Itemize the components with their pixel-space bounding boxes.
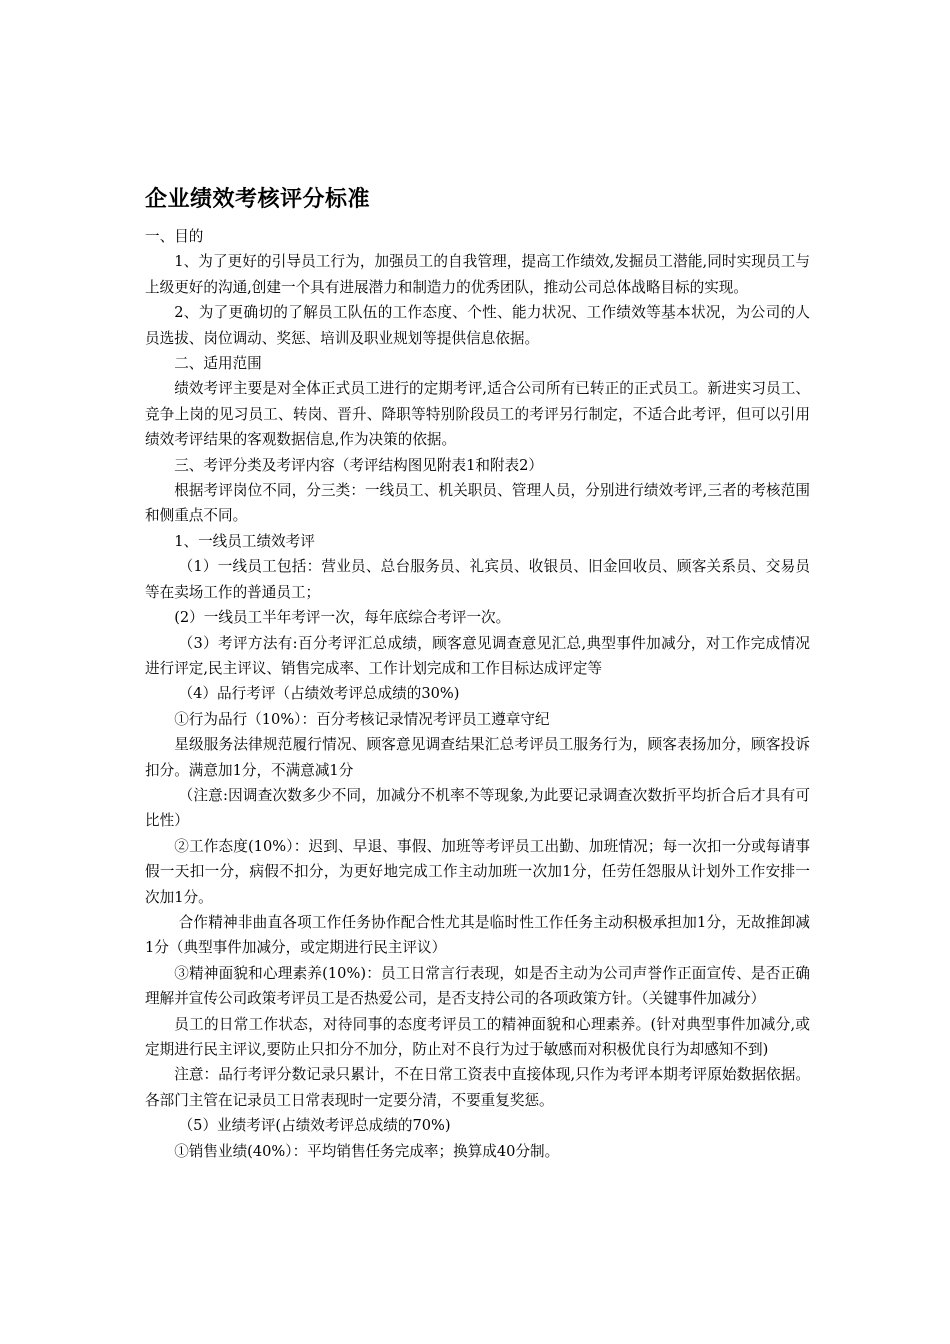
paragraph: (2）一线员工半年考评一次，每年底综合考评一次。 (174, 609, 511, 627)
subsection-heading: 1、一线员工绩效考评 (174, 532, 315, 550)
paragraph: ①行为品行（10%）：百分考核记录情况考评员工遵章守纪 (174, 710, 550, 728)
paragraph: 1、为了更好的引导员工行为，加强员工的自我管理，提高工作绩效,发掘员工潜能,同时实现员工与上级更好的沟通,创建一个具有进展潜力和制造力的优秀团队，推动公司总体战略目标的实现。 (145, 253, 810, 296)
section-heading-purpose: 一、目的 (145, 228, 204, 245)
paragraph: 星级服务法律规范履行情况、顾客意见调查结果汇总考评员工服务行为，顾客表扬加分，顾客投诉扣分。满意加1分，不满意减1分 (145, 736, 810, 779)
paragraph: 合作精神非曲直各项工作任务协作配合性尤其是临时性工作任务主动积极承担加1分，无故推卸减1分（典型事件加减分，或定期进行民主评议） (145, 913, 810, 957)
section-heading-scope: 二、适用范围 (174, 355, 262, 373)
section-heading-categories: 三、考评分类及考评内容（考评结构图见附表1和附表2） (174, 456, 544, 474)
paragraph: 员工的日常工作状态，对待同事的态度考评员工的精神面貌和心理素养。(针对典型事件加减分,或定期进行民主评议,要防止只扣分不加分，防止对不良行为过于敏感而对积极优良行为却感知不到) (145, 1015, 810, 1058)
paragraph: （4）品行考评（占绩效考评总成绩的30%) (178, 685, 460, 703)
document-page (145, 180, 810, 1164)
paragraph: ③精神面貌和心理素养(10%)：员工日常言行表现，如是否主动为公司声誉作正面宣传、是否正确理解并宣传公司政策考评员工是否热爱公司，是否支持公司的各项政策方针。（关键事件加减分） (145, 964, 810, 1008)
paragraph: 2、为了更确切的了解员工队伍的工作态度、个性、能力状况、工作绩效等基本状况，为公司的人员选拔、岗位调动、奖惩、培训及职业规划等提供信息依据。 (145, 304, 810, 347)
paragraph: 注意：品行考评分数记录只累计，不在日常工资表中直接体现,只作为考评本期考评原始数据依据。各部门主管在记录员工日常表现时一定要分清，不要重复奖惩。 (145, 1066, 810, 1109)
paragraph: （5）业绩考评(占绩效考评总成绩的70%) (178, 1117, 451, 1135)
paragraph: 根据考评岗位不同，分三类：一线员工、机关职员、管理人员，分别进行绩效考评,三者的考核范围和侧重点不同。 (145, 482, 810, 525)
document-title: 企业绩效考核评分标准 (145, 187, 371, 212)
paragraph: （3）考评方法有:百分考评汇总成绩，顾客意见调查意见汇总,典型事件加减分，对工作完成情况进行评定,民主评议、销售完成率、工作计划完成和工作目标达成评定等 (145, 634, 810, 677)
paragraph: （1）一线员工包括：营业员、总台服务员、礼宾员、收银员、旧金回收员、顾客关系员、交易员等在卖场工作的普通员工； (145, 558, 810, 601)
paragraph: ①销售业绩(40%）：平均销售任务完成率；换算成40分制。 (174, 1142, 560, 1160)
paragraph: 绩效考评主要是对全体正式员工进行的定期考评,适合公司所有已转正的正式员工。新进实习员工、竞争上岗的见习员工、转岗、晋升、降职等特别阶段员工的考评另行制定，不适合此考评，但可以引用绩效考评结果的客观数据信息,作为决策的依据。 (145, 380, 810, 449)
paragraph: （注意:因调查次数多少不同，加减分不机率不等现象,为此要记录调查次数折平均折合后才具有可比性） (145, 786, 810, 830)
paragraph: ②工作态度(10%）：迟到、早退、事假、加班等考评员工出勤、加班情况；每一次扣一分或每请事假一天扣一分，病假不扣分，为更好地完成工作主动加班一次加1分，任劳任怨服从计划外工作安排一次加1分。 (145, 837, 810, 906)
